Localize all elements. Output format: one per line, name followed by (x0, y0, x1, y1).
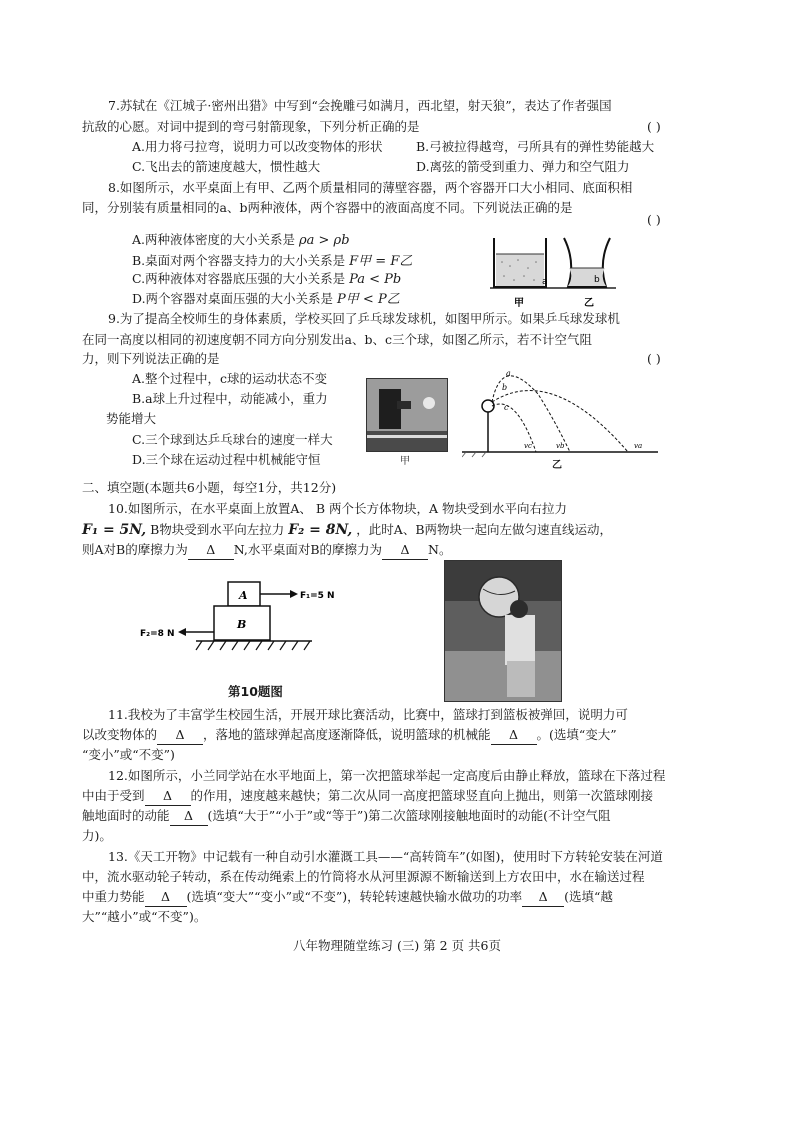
q8-option-d-text: D.两个容器对桌面压强的大小关系是 (132, 291, 334, 306)
q7-option-d: D.离弦的箭受到重力、弹力和空气阻力 (416, 159, 630, 174)
q8-option-d (132, 289, 400, 309)
q13-stem-line1: 13.《天工开物》中记载有一种自动引水灌溉工具——“高转筒车”(如图)，使用时下方转轮安装在河道 (108, 849, 663, 864)
q9-stem-line3: 力，则下列说法正确的是 (82, 351, 220, 366)
q11-line2-c: 。(选填“变大” (536, 727, 617, 742)
page-footer: 八年物理随堂练习 (三) 第 2 页 共6页 (292, 938, 502, 953)
q10-line2-end: ，此时A、B两物块一起向左做匀速直线运动， (356, 522, 613, 537)
q12-line2-b: 的作用，速度越来越快；第二次从同一高度把篮球竖直向上抛出，则第一次篮球刚接 (190, 788, 654, 803)
block-b-label: B (237, 618, 247, 631)
q9-stem-line2: 在同一高度以相同的初速度朝不同方向分别发出a、b、c三个球，如图乙所示，若不计空气阻 (82, 332, 592, 347)
container-yi (564, 238, 610, 287)
q8-option-c (132, 269, 401, 289)
traj-label-a: a (506, 369, 511, 378)
q8-answer-paren: ( ) (647, 212, 661, 227)
velocity-label-c: vc (524, 442, 532, 450)
q12-basketball-photo (444, 560, 562, 702)
q13-line3-c: (选填“越 (564, 889, 613, 904)
q12-blank-1[interactable]: Δ (145, 786, 191, 806)
q12-line3-b: (选填“大于”“小于”或“等于”)第二次篮球刚接触地面时的动能(不计空气阻 (207, 808, 611, 823)
q8-option-c-text: C.两种液体对容器底压强的大小关系是 (132, 271, 346, 286)
q12-stem-line1: 12.如图所示，小兰同学站在水平地面上，第一次把篮球举起一定高度后由静止释放，篮球在下落过程 (108, 768, 666, 783)
traj-label-c: c (504, 403, 509, 412)
q8-option-b-formula: F甲 = F乙 (349, 254, 413, 269)
liquid-a (496, 254, 544, 287)
liquid-b (568, 268, 606, 286)
block-a-label: A (239, 589, 248, 602)
q9-option-d: D.三个球在运动过程中机械能守恒 (132, 452, 321, 467)
q8-option-d-formula: P甲 < P乙 (337, 292, 400, 307)
q11-stem-line3: “变小”或“不变”) (82, 747, 175, 762)
basketball-girl-illustration (445, 561, 561, 701)
q13-line3-b: (选填“变大”“变小”或“不变”)，转轮转速越快输水做功的功率 (186, 889, 523, 904)
q10-f1-formula: F₁ = 5N, (82, 522, 147, 538)
q10-line2-mid: B物块受到水平向左拉力 (150, 522, 285, 537)
q13-blank-2[interactable]: Δ (522, 887, 564, 907)
q8-stem-line1: 8.如图所示，水平桌面上有甲、乙两个质量相同的薄壁容器，两个容器开口大小相同、底面积相 (108, 180, 633, 195)
q11-stem-line1: 11.我校为了丰富学生校园生活，开展开球比赛活动，比赛中，篮球打到篮板被弹回，说明力可 (108, 707, 628, 722)
q10-figure-caption: 第10题图 (228, 684, 283, 699)
q11-blank-1[interactable]: Δ (157, 725, 203, 745)
q9-option-b-line1: B.a球上升过程中，动能减小，重力 (132, 391, 328, 406)
q9-fig-label-jia: 甲 (400, 456, 410, 467)
q7-option-b: B.弓被拉得越弯，弓所具有的弹性势能越大 (416, 139, 655, 154)
q7-option-a: A.用力将弓拉弯，说明力可以改变物体的形状 (132, 139, 383, 154)
fig-label-a: a (542, 277, 548, 287)
q9-answer-paren: ( ) (647, 351, 661, 366)
q12-stem-line3 (82, 806, 611, 826)
q12-line3-a: 触地面时的动能 (82, 808, 170, 823)
q8-container-figure (488, 232, 618, 312)
q8-option-c-formula: Pa < Pb (349, 272, 402, 287)
q12-blank-2[interactable]: Δ (170, 806, 208, 826)
q8-option-b (132, 251, 412, 271)
q8-option-a (132, 230, 350, 250)
q9-option-a: A.整个过程中，c球的运动状态不变 (132, 371, 328, 386)
q8-option-a-formula: ρa > ρb (299, 233, 350, 248)
q10-f2-formula: F₂ = 8N, (288, 522, 353, 538)
q10-stem-line3 (82, 540, 451, 560)
q11-blank-2[interactable]: Δ (491, 725, 537, 745)
ball-machine-illustration (367, 379, 447, 451)
q12-stem-line4: 力)。 (82, 828, 112, 843)
q13-stem-line3 (82, 887, 613, 907)
q9-option-b-line2: 势能增大 (106, 411, 157, 426)
q13-line3-a: 中重力势能 (82, 889, 145, 904)
fig-label-b: b (594, 275, 600, 285)
fig-label-yi: 乙 (584, 298, 594, 309)
q13-blank-1[interactable]: Δ (145, 887, 187, 907)
force-f2-label: F₂=8 N (140, 629, 175, 639)
fig-label-jia: 甲 (514, 298, 524, 309)
q10-stem-line1: 10.如图所示，在水平桌面上放置A、 B 两个长方体物块，A 物块受到水平向右拉力 (108, 501, 568, 516)
q11-line2-b: ，落地的篮球弹起高度逐渐降低，说明篮球的机械能 (203, 727, 491, 742)
velocity-label-b: vb (556, 442, 565, 450)
q8-option-b-text: B.桌面对两个容器支持力的大小关系是 (132, 253, 346, 268)
force-f1-label: F₁=5 N (300, 591, 335, 601)
q7-option-c: C.飞出去的箭速度越大，惯性越大 (132, 159, 321, 174)
q13-stem-line4: 大”“越小”或“不变”)。 (82, 909, 207, 924)
q9-option-c: C.三个球到达乒乓球台的速度一样大 (132, 432, 333, 447)
q10-line3-a: 则A对B的摩擦力为 (82, 542, 188, 557)
q10-block-figure (136, 578, 356, 658)
q10-blank-2[interactable]: Δ (382, 540, 428, 560)
q10-line3-c: N。 (428, 542, 452, 557)
traj-label-b: b (502, 383, 508, 392)
q8-option-a-text: A.两种液体密度的大小关系是 (132, 232, 296, 247)
q13-stem-line2: 中，流水驱动轮子转动，系在传动绳索上的竹筒将水从河里源源不断输送到上方农田中，水在输送过程 (82, 869, 645, 884)
q7-stem-line2: 抗敌的心愿。对词中提到的弯弓射箭现象，下列分析正确的是 (82, 119, 420, 134)
q10-line3-b: N,水平桌面对B的摩擦力为 (233, 542, 383, 557)
q12-stem-line2 (82, 786, 653, 806)
velocity-label-a: va (634, 442, 643, 450)
q12-line2-a: 中由于受到 (82, 788, 145, 803)
q9-fig-label-yi: 乙 (552, 460, 562, 471)
q10-stem-line2 (82, 520, 612, 540)
q9-ball-machine-photo (366, 378, 448, 452)
container-jia (494, 238, 546, 287)
q10-blank-1[interactable]: Δ (188, 540, 234, 560)
q11-stem-line2 (82, 725, 617, 745)
q9-stem-line1: 9.为了提高全校师生的身体素质，学校买回了乒乓球发球机，如图甲所示。如果乒乓球发球机 (108, 311, 620, 326)
section2-title: 二、填空题(本题共6小题，每空1分，共12分) (82, 480, 337, 495)
q8-stem-line2: 同，分别装有质量相同的a、b两种液体，两个容器中的液面高度不同。下列说法正确的是 (82, 200, 573, 215)
q7-stem-line1: 7.苏轼在《江城子·密州出猎》中写到“会挽雕弓如满月，西北望，射天狼”，表达了作者强国 (108, 98, 612, 113)
q11-line2-a: 以改变物体的 (82, 727, 158, 742)
q9-trajectory-figure (462, 364, 658, 464)
q7-answer-paren: ( ) (647, 119, 661, 134)
